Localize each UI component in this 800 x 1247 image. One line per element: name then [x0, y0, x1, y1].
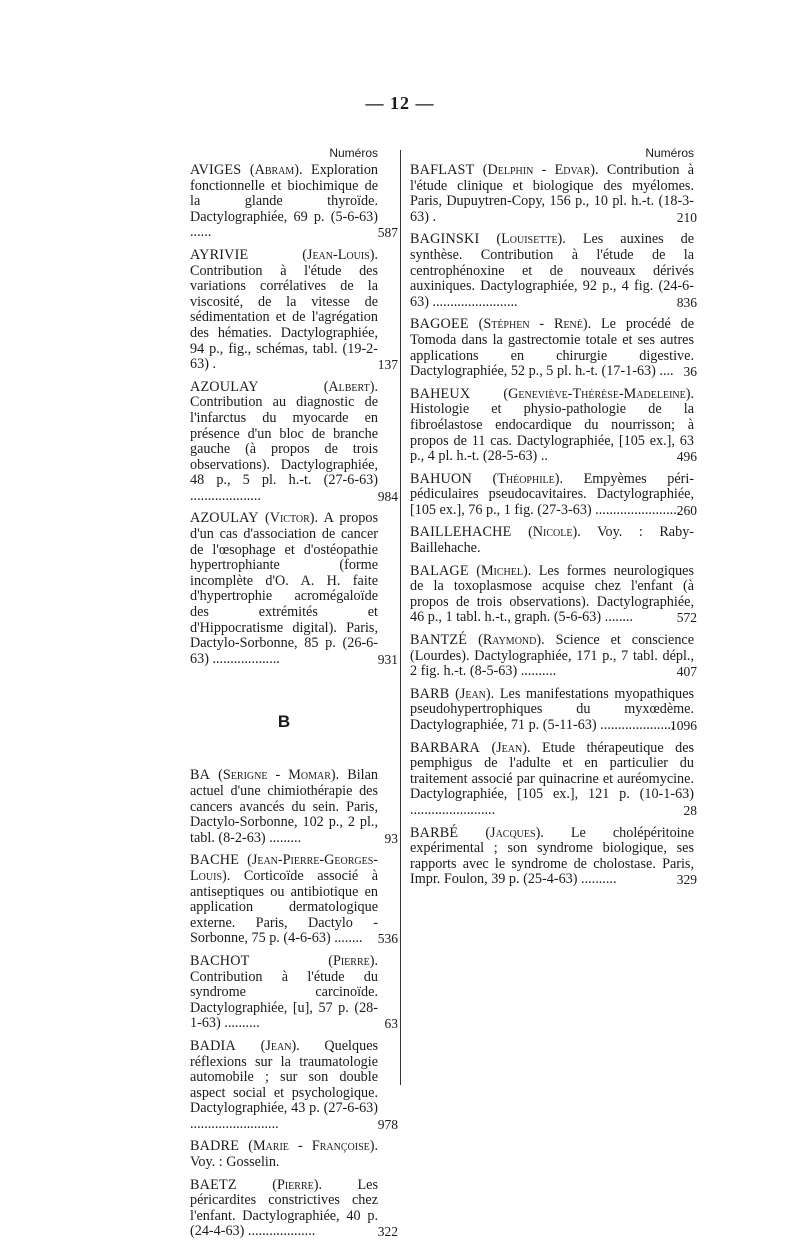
author-firstname: (Jean-Pierre-Georges-Louis). — [190, 852, 378, 884]
index-entry — [190, 1037, 398, 1133]
index-entry — [410, 562, 697, 626]
column-divider — [400, 150, 401, 1085]
page-number: — 12 — — [365, 93, 435, 113]
index-entry — [190, 767, 398, 846]
left-column — [190, 146, 398, 1247]
entry-text — [190, 511, 378, 667]
entry-description: Les auxines de synthèse. Contribution à l'étude de la centrophénoxine et de nouveaux dérivés auxiniques. Dactylographiée, 92 p., 4 fig. (24-6-63) ........................ — [410, 231, 695, 310]
index-entry — [190, 1139, 378, 1170]
index-entry — [190, 162, 398, 241]
author-surname: BADIA — [190, 1037, 236, 1054]
author-firstname: (Jean). — [455, 685, 495, 702]
entry-description: Exploration fonctionnelle et biochimique de la glande thyroïde. Dactylographiée, 69 p. (5-6-63) ...... — [190, 162, 379, 241]
author-firstname: (Abram). — [249, 162, 303, 178]
entry-text — [410, 472, 694, 519]
author-surname: AVIGES — [190, 162, 242, 178]
author-firstname: (Michel). — [476, 562, 532, 579]
entry-number: 496 — [676, 449, 697, 465]
entry-description: Voy. : Gosselin. — [190, 1154, 280, 1171]
entry-text — [410, 525, 694, 556]
entry-text — [410, 826, 694, 888]
entry-description: Quelques réflexions sur la traumatologie automobile ; sur son double aspect social et psychologique. Dactylographiée, 43 p. (27-6-63) ......................... — [190, 1037, 379, 1132]
entry-description: Science et conscience (Lourdes). Dactylographiée, 171 p., 7 tabl. dépl., 2 fig. h.-t. (8-5-63) .......... — [410, 632, 695, 680]
entry-text — [410, 317, 694, 379]
entry-number: 93 — [384, 830, 398, 846]
left-entries-b — [190, 767, 398, 1240]
author-firstname: (Albert). — [323, 378, 378, 395]
author-firstname: (Stéphen - René). — [478, 316, 592, 333]
numeros-header-right: Numéros — [645, 146, 694, 160]
author-surname: BAHEUX — [410, 385, 471, 402]
entry-number: 836 — [676, 294, 697, 310]
author-firstname: (Jean). — [491, 739, 531, 756]
index-entry — [410, 824, 697, 888]
index-entry — [410, 162, 697, 225]
author-firstname: (Nicole). — [528, 524, 581, 541]
entry-number: 978 — [377, 1116, 398, 1132]
index-entry — [410, 316, 697, 380]
index-entry — [410, 739, 697, 819]
entry-text — [190, 1139, 378, 1170]
author-surname: BARB — [410, 685, 450, 702]
author-surname: BA — [190, 767, 211, 784]
numeros-header-left: Numéros — [329, 146, 378, 160]
entry-text — [190, 1039, 378, 1133]
author-firstname: (Geneviève-Thérèse-Madeleine). — [503, 385, 694, 402]
author-firstname: (Pierre). — [272, 1176, 322, 1193]
index-entry — [190, 1176, 398, 1240]
entry-number: 1096 — [670, 718, 697, 733]
author-surname: AZOULAY — [190, 510, 259, 527]
author-firstname: (Raymond). — [478, 632, 545, 649]
right-entries — [410, 162, 697, 888]
author-firstname: (Jacques). — [485, 824, 544, 841]
entry-description: Corticoïde associé à antiseptiques ou antibiotique en application dermatologique externe. Paris, Dactylo - Sorbonne, 75 p. (4-6-63) ........ — [190, 867, 379, 947]
entry-text — [410, 163, 694, 225]
author-firstname: (Théophile). — [492, 470, 564, 487]
author-surname: BAILLEHACHE — [410, 524, 512, 541]
entry-description: Les péricardites constrictives chez l'enfant. Dactylographiée, 40 p. (24-4-63) ................... — [190, 1176, 378, 1240]
author-surname: BAGINSKI — [410, 231, 480, 248]
entry-description: Histologie et physio-pathologie de la fibroélastose endocardique du nourrisson; à propos de 11 cas. Dactylographiée, [105 ex.], 63 p., 4 pl. h.-t. (28-5-63) .. — [410, 401, 694, 465]
author-surname: BAFLAST — [410, 162, 475, 178]
entry-number: 931 — [377, 651, 398, 667]
entry-number: 407 — [676, 664, 697, 680]
author-surname: AYRIVIE — [190, 246, 249, 263]
entry-text — [190, 853, 378, 947]
entry-number: 322 — [377, 1224, 398, 1240]
author-surname: BALAGE — [410, 562, 469, 579]
entry-number: 572 — [676, 610, 697, 626]
entry-text — [410, 387, 694, 465]
author-firstname: (Serigne - Momar). — [218, 767, 340, 784]
entry-description: Bilan actuel d'une chimiothérapie des cancers avancés du sein. Paris, Dactylo-Sorbonne, 102 p., 2 pl., tabl. (8-2-63) ......... — [190, 767, 378, 846]
entry-text — [410, 564, 694, 626]
index-entry — [410, 632, 697, 680]
index-entry — [190, 510, 398, 667]
author-firstname: (Jean). — [260, 1037, 300, 1054]
index-entry — [190, 378, 398, 505]
author-surname: BACHE — [190, 852, 240, 869]
entry-description: Les formes neurologiques de la toxoplasmose acquise chez l'enfant (à propos de trois observations). Dactylographiée, 46 p., 1 tabl. h.-t., graph. (5-6-63) ........ — [410, 562, 694, 626]
entry-description: A propos d'un cas d'association de cancer de l'œsophage et d'ostéopathie hypertrophiante (forme incomplète d'O. A. H. faite d'hypertrophie acromégaloïde des extrémités et d'Hippocratisme digital). Paris, Dactylo-Sorbonne, 85 p. (26-6-63) ................... — [190, 510, 379, 667]
entry-number: 587 — [377, 225, 398, 241]
section-letter: B — [277, 712, 291, 732]
entry-number: 36 — [683, 364, 697, 380]
author-surname: BAGOEE — [410, 316, 469, 333]
entry-text — [410, 633, 694, 680]
entry-description: Etude thérapeutique des pemphigus de l'adulte et en particulier du traitement associé par quinacrine et auréomycine. Dactylographiée, [105 ex.], 121 p. (10-1-63) ........................ — [410, 739, 695, 818]
entry-text — [190, 954, 378, 1032]
entry-number: 63 — [384, 1016, 398, 1032]
entry-text — [190, 1178, 378, 1240]
entry-number: 210 — [676, 209, 697, 225]
entry-text — [410, 741, 694, 819]
entry-number: 28 — [683, 802, 697, 818]
entry-text — [410, 232, 694, 310]
entry-description: Voy. : Raby-Baillehache. — [410, 524, 695, 557]
index-entry — [410, 685, 697, 734]
entry-number: 984 — [377, 488, 398, 504]
entry-description: Contribution à l'étude des variations corrélatives de la viscosité, de la vitesse de sédimentation et de l'agrégation des hématies. Dactylographiée, 94 p., fig., schémas, tabl. (19-2-63) . — [190, 262, 378, 373]
author-firstname: (Pierre). — [328, 952, 378, 969]
author-firstname: (Victor). — [265, 510, 319, 527]
entry-description: Le procédé de Tomoda dans la gastrectomie totale et ses autres applications en chirurgie digestive. Dactylographiée, 52 p., 5 pl. h.-t. (17-1-63) .... — [410, 316, 694, 380]
entry-text — [190, 163, 378, 241]
entry-description: Contribution à l'étude du syndrome carcinoïde. Dactylographiée, [u], 57 p. (28-1-63) .......... — [190, 968, 378, 1032]
author-surname: BARBARA — [410, 739, 480, 756]
left-entries-a — [190, 162, 398, 667]
index-entry — [410, 470, 697, 519]
author-firstname: (Louisette). — [496, 231, 566, 248]
entry-description: Contribution à l'étude clinique et biologique des myélomes. Paris, Dupuytren-Copy, 156 p., 10 pl. h.-t. (18-3-63) . — [410, 162, 694, 225]
author-surname: BACHOT — [190, 952, 250, 969]
entry-number: 137 — [377, 357, 398, 373]
entry-number: 329 — [676, 872, 697, 888]
author-surname: BAHUON — [410, 470, 472, 487]
author-surname: AZOULAY — [190, 378, 259, 395]
author-surname: BAETZ — [190, 1176, 237, 1193]
entry-text — [410, 687, 694, 734]
author-surname: BADRE — [190, 1138, 240, 1155]
author-firstname: (Marie - Françoise). — [248, 1138, 379, 1155]
index-entry — [190, 952, 398, 1032]
index-entry — [190, 246, 398, 373]
index-entry — [410, 231, 697, 310]
index-entry — [410, 525, 694, 556]
right-column — [410, 146, 697, 895]
entry-text — [190, 380, 378, 505]
author-surname: BANTZÉ — [410, 632, 468, 649]
entry-description: Contribution au diagnostic de l'infarctus du myocarde en présence d'un bloc de branche gauche (à propos de trois observations). Dactylographiée, 48 p., 5 pl. h.-t. (27-6-63) .................... — [190, 394, 378, 504]
entry-number: 260 — [676, 502, 697, 518]
author-firstname: (Delphin - Edvar). — [482, 162, 599, 178]
author-firstname: (Jean-Louis). — [302, 246, 378, 263]
entry-description: Le cholépéritoine expérimental ; son syndrome biologique, ses rapports avec le syndrome de cholostase. Paris, Impr. Foulon, 39 p. (25-4-63) .......... — [410, 824, 694, 888]
entry-number: 536 — [377, 931, 398, 947]
entry-text — [190, 768, 378, 846]
entry-description: Les manifestations myopathiques pseudohypertrophiques du myxœdème. Dactylographiée, 71 p. (5-11-63) ..................... — [410, 685, 695, 733]
index-entry — [190, 852, 398, 947]
author-surname: BARBÉ — [410, 824, 459, 841]
entry-text — [190, 248, 378, 373]
index-entry — [410, 385, 697, 465]
entry-description: Empyèmes péri-pédiculaires pseudocavitaires. Dactylographiée, [105 ex.], 76 p., 1 fig. (27-3-63) ........................ — [410, 470, 695, 518]
